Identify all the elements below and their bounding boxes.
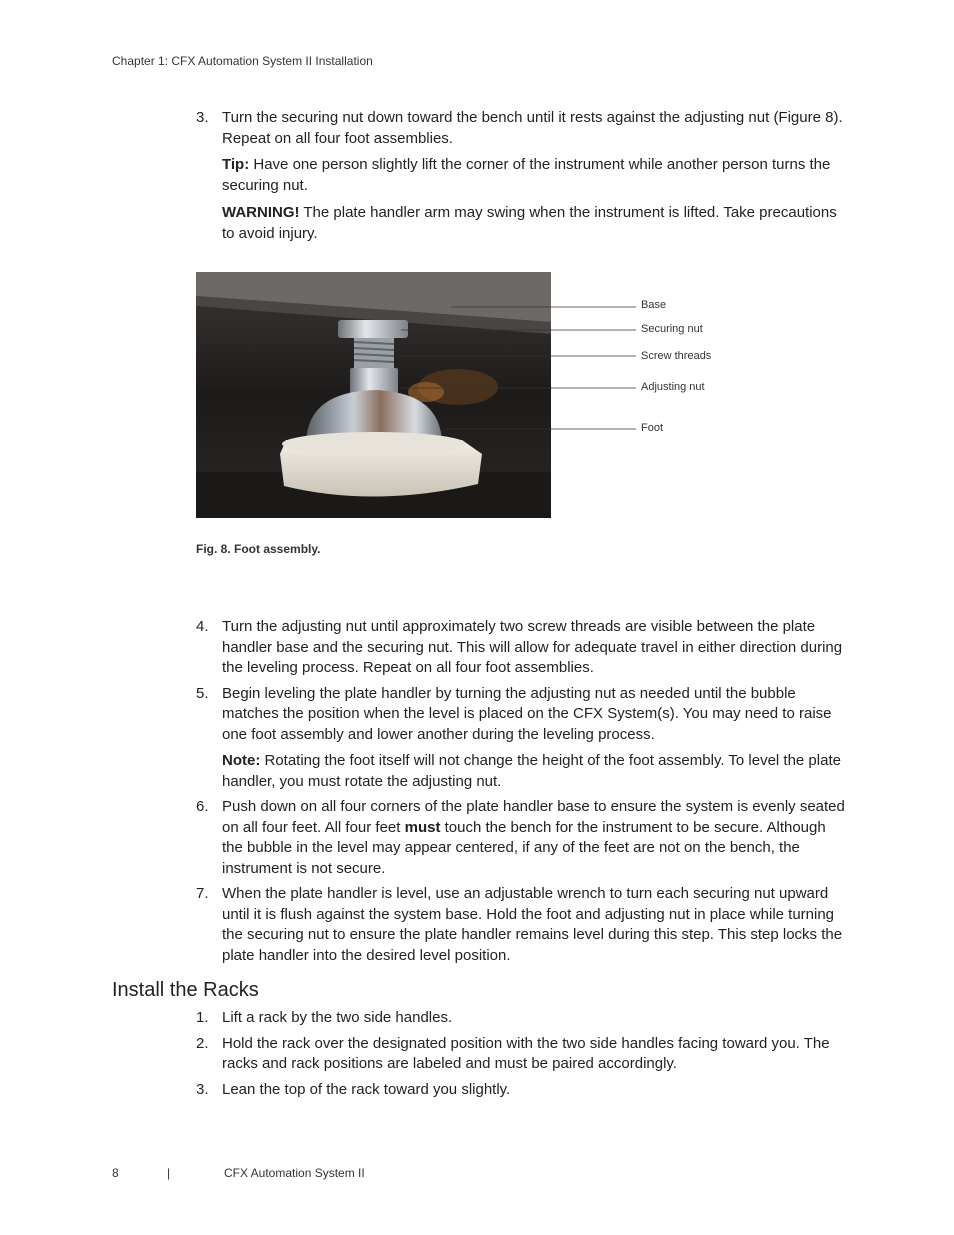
callout-labels [196, 272, 796, 518]
list-item [196, 1080, 846, 1101]
note-text: Rotating the foot itself will not change the height of the foot assembly. To level the plate handler, you must rotate the adjusting nut. [222, 752, 841, 790]
step-number: 2. [196, 1034, 209, 1052]
step-number: 3. [196, 1080, 209, 1098]
tip-label: Tip: [222, 156, 250, 173]
step-number: 5. [196, 684, 209, 702]
list-item [196, 617, 846, 679]
step-number: 3. [196, 109, 209, 126]
warning-text: The plate handler arm may swing when the instrument is lifted. Take precautions to avoid injury. [222, 204, 837, 242]
step-number: 7. [196, 885, 209, 902]
list-item [196, 884, 846, 966]
step-text: Lift a rack by the two side handles. [222, 1009, 453, 1026]
step-text: Turn the securing nut down toward the bench until it rests against the adjusting nut (Figure 8). Repeat on all four foot assemblies. [222, 109, 843, 147]
footer-separator: | [167, 1166, 171, 1180]
note-label: Note: [222, 752, 261, 769]
note-paragraph [222, 751, 846, 792]
list-item [196, 108, 846, 149]
figure-caption: Fig. 8. Foot assembly. [196, 542, 321, 556]
page-number: 8 [112, 1166, 119, 1180]
callout-screw-threads: Screw threads [641, 350, 712, 362]
step-text: Begin leveling the plate handler by turning the adjusting nut as needed until the bubble matches the position when the level is placed on the CFX System(s). You may need to raise one foot assembly and lower another during the leveling process. [222, 684, 832, 743]
warning-paragraph [222, 203, 846, 244]
step-number: 4. [196, 618, 209, 635]
callout-securing-nut: Securing nut [641, 323, 703, 335]
step-text: Hold the rack over the designated position with the two side handles facing toward you. The racks and rack positions are labeled and must be paired accordingly. [222, 1034, 830, 1072]
callout-foot: Foot [641, 422, 664, 434]
tip-text: Have one person slightly lift the corner of the instrument while another person turns the securing nut. [222, 156, 831, 194]
steps-list-b [196, 617, 846, 971]
callout-base: Base [641, 299, 667, 311]
list-item [196, 1034, 846, 1075]
steps-list-a [196, 108, 846, 244]
step-text: When the plate handler is level, use an adjustable wrench to turn each securing nut upward until it is flush against the system base. Hold the foot and adjusting nut in place while turning the securing nut to ensure the plate handler remains level during this step. This step locks the plate handler into the desired level position. [222, 885, 843, 964]
running-header: Chapter 1: CFX Automation System II Installation [112, 54, 373, 68]
step-text: Push down on all four corners of the plate handler base to ensure the system is evenly seated on all four feet. All four feet must touch the bench for the instrument to be secure. Although the bubble in the level may appear centered, if any of the feet are not on the bench, the instrument is not secure. [222, 798, 845, 877]
emphasis-must: must [404, 818, 441, 836]
list-item [196, 797, 846, 879]
callout-adjusting-nut: Adjusting nut [641, 381, 705, 393]
step-number: 1. [196, 1009, 209, 1026]
steps-list-c [196, 1008, 846, 1105]
step-text: Lean the top of the rack toward you slightly. [222, 1080, 511, 1098]
list-item [196, 684, 846, 746]
step-number: 6. [196, 798, 209, 815]
warning-label: WARNING! [222, 204, 300, 221]
section-heading: Install the Racks [112, 979, 259, 1001]
list-item [196, 1008, 846, 1029]
footer-product: CFX Automation System II [224, 1166, 365, 1180]
tip-paragraph [222, 155, 846, 196]
step-text: Turn the adjusting nut until approximately two screw threads are visible between the plate handler base and the securing nut. This will allow for adequate travel in either direction during the leveling process. Repeat on all four foot assemblies. [222, 618, 843, 676]
